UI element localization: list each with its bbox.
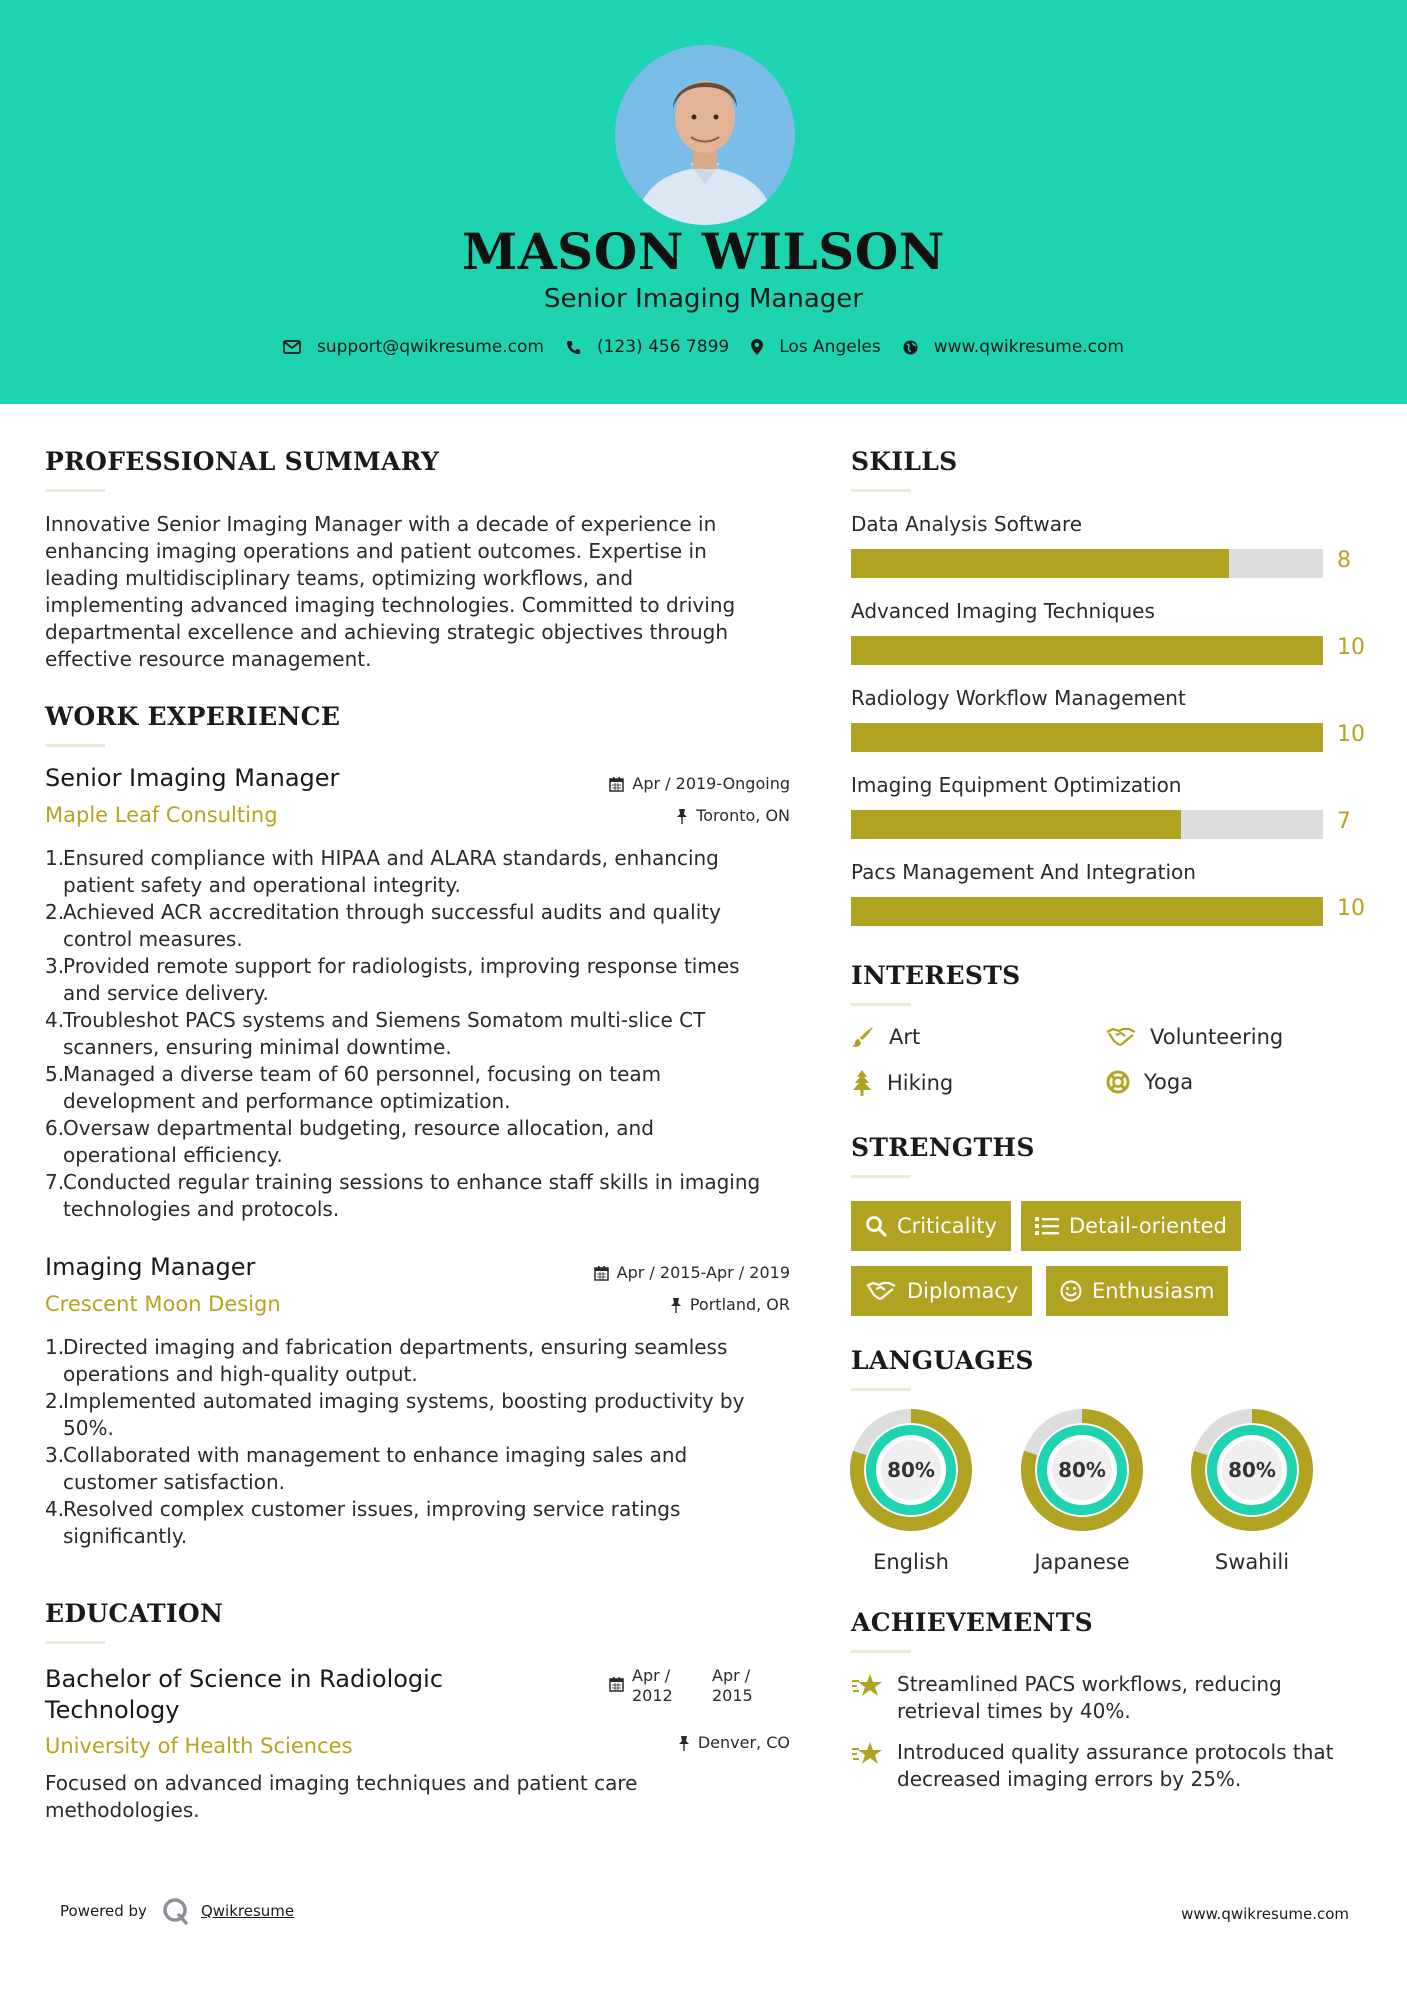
list-item: 4. Troubleshot PACS systems and Siemens Somatom multi-slice CT scanners, ensuring minimal downtime.	[45, 1008, 706, 1059]
summary-line: enhancing imaging operations and patient outcomes. Expertise in	[45, 539, 707, 563]
skill-level-value: 7	[1337, 809, 1351, 834]
job-title: Imaging Manager	[45, 1253, 256, 1281]
calendar-icon	[609, 1676, 624, 1692]
contact-location	[751, 337, 881, 357]
language-name: Swahili	[1214, 1550, 1290, 1574]
job-title: Senior Imaging Manager	[45, 764, 340, 792]
job-dates	[609, 774, 790, 793]
skill-bar	[851, 636, 1323, 665]
globe-icon	[903, 340, 918, 355]
language-percent-label: 80%	[1228, 1458, 1276, 1482]
contact-email-text: support@qwikresume.com	[317, 337, 544, 357]
job-location	[676, 806, 790, 825]
list-item: 5. Managed a diverse team of 60 personnel, focusing on team development and performance optimization.	[45, 1062, 662, 1113]
skill-bar-fill	[851, 636, 1323, 665]
footer-powered-by	[60, 1896, 294, 1926]
phone-icon	[566, 340, 581, 355]
language-item	[1190, 1408, 1314, 1574]
list-item: 6. Oversaw departmental budgeting, resource allocation, and operational efficiency.	[45, 1116, 654, 1167]
list-item: 2. Implemented automated imaging systems, boosting productivity by 50%.	[45, 1389, 745, 1440]
skill-bar	[851, 723, 1323, 752]
contact-phone-text: (123) 456 7899	[596, 337, 730, 357]
achievement-item	[851, 1739, 1371, 1793]
skill-level-value: 8	[1337, 548, 1351, 573]
education-end: Apr / 2015	[712, 1666, 753, 1705]
contact-bar	[0, 337, 1407, 357]
list-item: 4. Resolved complex customer issues, improving service ratings significantly.	[45, 1497, 681, 1548]
skill-bar	[851, 810, 1323, 839]
contact-phone[interactable]	[566, 337, 729, 357]
job-location-text: Toronto, ON	[696, 806, 790, 825]
summary-text	[45, 511, 735, 673]
pushpin-icon	[678, 1735, 690, 1751]
summary-rule	[45, 489, 105, 492]
list-item: 3. Collaborated with management to enhance imaging sales and customer satisfaction.	[45, 1443, 688, 1494]
interest-item-art: Art	[851, 1025, 920, 1049]
skills-heading: SKILLS	[851, 447, 958, 476]
list-item: 7. Conducted regular training sessions to enhance staff skills in imaging technologies and protocols.	[45, 1170, 761, 1221]
strength-tag-enthusiasm: Enthusiasm	[1046, 1266, 1228, 1316]
interest-item-volunteering: Volunteering	[1106, 1025, 1283, 1049]
language-donut	[1020, 1408, 1144, 1532]
achievements-heading: ACHIEVEMENTS	[851, 1608, 1093, 1637]
interest-item-yoga: Yoga	[1106, 1070, 1193, 1094]
language-name: English	[873, 1550, 949, 1574]
interests-rule	[851, 1003, 911, 1006]
powered-by-text: Powered by	[60, 1902, 147, 1920]
language-percent-label: 80%	[887, 1458, 935, 1482]
strengths-heading: STRENGTHS	[851, 1133, 1035, 1162]
skill-level-value: 10	[1337, 635, 1365, 660]
handshake-icon	[1106, 1026, 1136, 1048]
summary-line: implementing advanced imaging technologies. Committed to driving	[45, 593, 736, 617]
job-bullets	[45, 845, 795, 1223]
handshake-icon	[865, 1280, 897, 1302]
list-item: 1. Directed imaging and fabrication departments, ensuring seamless operations and high-quality output.	[45, 1335, 728, 1386]
qwikresume-link[interactable]: Qwikresume	[200, 1902, 295, 1920]
language-name: Japanese	[1034, 1550, 1130, 1574]
interests-heading: INTERESTS	[851, 961, 1021, 990]
summary-line: Innovative Senior Imaging Manager with a decade of experience in	[45, 512, 717, 536]
job-dates	[594, 1263, 790, 1282]
envelope-icon	[283, 340, 301, 354]
calendar-icon	[594, 1265, 609, 1281]
list-icon	[1035, 1216, 1059, 1236]
candidate-name: MASON WILSON	[462, 222, 945, 281]
job-location	[670, 1295, 790, 1314]
summary-heading: PROFESSIONAL SUMMARY	[45, 447, 440, 476]
strength-tag-detail-oriented: Detail-oriented	[1021, 1201, 1241, 1251]
qwikresume-logo-icon	[161, 1896, 191, 1926]
star-medal-icon	[851, 1673, 883, 1699]
candidate-title: Senior Imaging Manager	[544, 284, 863, 314]
calendar-icon	[609, 776, 624, 792]
strengths-rule	[851, 1175, 911, 1178]
job-bullets	[45, 1334, 795, 1550]
achievement-text: Introduced quality assurance protocols that decreased imaging errors by 25%.	[897, 1740, 1334, 1791]
skills-rule	[851, 489, 911, 492]
education-dates	[609, 1666, 753, 1706]
skill-bar-fill	[851, 723, 1323, 752]
job-dates-text: Apr / 2015-Apr / 2019	[616, 1263, 790, 1282]
skill-label: Pacs Management And Integration	[851, 860, 1196, 884]
person-avatar-icon	[615, 45, 795, 225]
list-item: 1. Ensured compliance with HIPAA and ALARA standards, enhancing patient safety and operational integrity.	[45, 846, 719, 897]
contact-location-text: Los Angeles	[779, 337, 881, 357]
contact-email[interactable]	[283, 337, 544, 357]
pushpin-icon	[670, 1297, 682, 1313]
contact-website-text: www.qwikresume.com	[933, 337, 1124, 357]
language-item	[1020, 1408, 1144, 1574]
skill-level-value: 10	[1337, 896, 1365, 921]
language-donut	[1190, 1408, 1314, 1532]
skill-bar	[851, 897, 1323, 926]
languages-rule	[851, 1388, 911, 1391]
achievement-text: Streamlined PACS workflows, reducing retrieval times by 40%.	[897, 1672, 1282, 1723]
language-donut	[849, 1408, 973, 1532]
education-description: Focused on advanced imaging techniques and patient care methodologies.	[45, 1771, 638, 1822]
summary-line: departmental excellence and achieving strategic objectives through	[45, 620, 729, 644]
job-dates-text: Apr / 2019-Ongoing	[632, 774, 790, 793]
achievement-item	[851, 1671, 1371, 1725]
summary-line: leading multidisciplinary teams, optimizing workflows, and	[45, 566, 634, 590]
footer-website[interactable]: www.qwikresume.com	[1181, 1905, 1349, 1923]
paintbrush-icon	[851, 1025, 875, 1049]
skill-label: Data Analysis Software	[851, 512, 1083, 536]
star-medal-icon	[851, 1741, 883, 1767]
skill-label: Advanced Imaging Techniques	[851, 599, 1155, 623]
smile-icon	[1060, 1280, 1082, 1302]
strength-tag-diplomacy: Diplomacy	[851, 1266, 1032, 1316]
summary-line: effective resource management.	[45, 647, 372, 671]
job-location-text: Portland, OR	[689, 1295, 790, 1314]
interest-item-hiking: Hiking	[851, 1070, 953, 1096]
language-item	[849, 1408, 973, 1574]
skill-label: Imaging Equipment Optimization	[851, 773, 1182, 797]
language-percent-label: 80%	[1058, 1458, 1106, 1482]
list-item: 3. Provided remote support for radiologists, improving response times and service delivery.	[45, 954, 740, 1005]
experience-heading: WORK EXPERIENCE	[45, 702, 341, 731]
education-rule	[45, 1641, 105, 1644]
lifebuoy-icon	[1106, 1070, 1130, 1094]
search-icon	[865, 1215, 887, 1237]
education-start: Apr / 2012	[632, 1666, 673, 1705]
tree-icon	[851, 1070, 873, 1096]
resume-header	[0, 0, 1407, 404]
school-name: University of Health Sciences	[45, 1734, 353, 1758]
profile-photo	[615, 45, 795, 225]
education-location-text: Denver, CO	[697, 1733, 790, 1752]
experience-rule	[45, 744, 105, 747]
skill-bar-fill	[851, 897, 1323, 926]
skill-bar	[851, 549, 1323, 578]
skill-bar-fill	[851, 549, 1229, 578]
skill-bar-fill	[851, 810, 1181, 839]
list-item: 2. Achieved ACR accreditation through successful audits and quality control measures.	[45, 900, 721, 951]
job-company: Maple Leaf Consulting	[45, 803, 278, 827]
contact-website[interactable]	[903, 337, 1124, 357]
job-company: Crescent Moon Design	[45, 1292, 281, 1316]
strength-tag-criticality: Criticality	[851, 1201, 1011, 1251]
degree-title: Bachelor of Science in Radiologic Technology	[45, 1665, 444, 1724]
pushpin-icon	[676, 808, 688, 824]
education-heading: EDUCATION	[45, 1599, 224, 1628]
languages-heading: LANGUAGES	[851, 1346, 1034, 1375]
skill-level-value: 10	[1337, 722, 1365, 747]
achievements-rule	[851, 1650, 911, 1653]
skill-label: Radiology Workflow Management	[851, 686, 1186, 710]
education-location	[678, 1733, 790, 1752]
map-pin-icon	[751, 339, 763, 355]
